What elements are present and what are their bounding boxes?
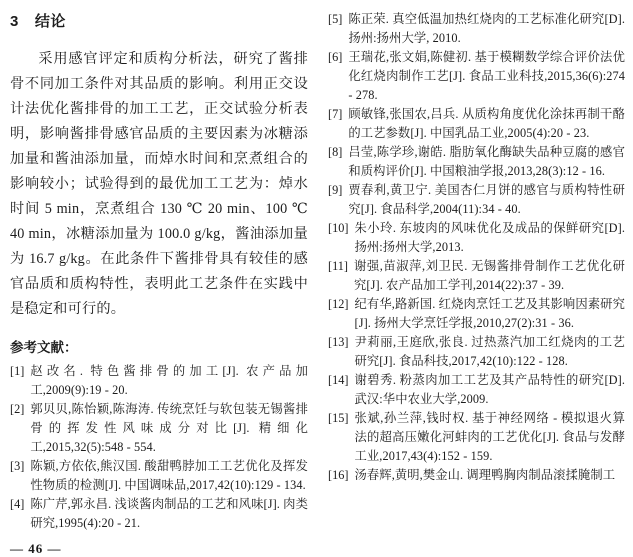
reference-item bbox=[328, 105, 625, 143]
reference-number: [12] bbox=[328, 297, 349, 311]
reference-item bbox=[328, 181, 625, 219]
reference-number: [11] bbox=[328, 259, 349, 273]
reference-text: 尹莉丽,王庭欣,张良. 过热蒸汽加工红烧肉的工艺研究[J]. 食品科技,2017,42(10):122 - 128. bbox=[354, 335, 625, 368]
reference-item bbox=[328, 257, 625, 295]
right-column bbox=[314, 8, 625, 527]
reference-number: [15] bbox=[328, 411, 349, 425]
reference-list-left bbox=[10, 362, 308, 533]
reference-item bbox=[10, 400, 308, 457]
reference-text: 陈广芹,郭永昌. 浅谈酱肉制品的工艺和风味[J]. 肉类研究,1995(4):20 - 21. bbox=[30, 497, 308, 530]
reference-item bbox=[328, 409, 625, 466]
reference-number: [6] bbox=[328, 50, 343, 64]
reference-item bbox=[10, 495, 308, 533]
reference-text: 顾敏锋,张国农,吕兵. 从质构角度优化涂抹再制干酪的工艺参数[J]. 中国乳品工业,2005(4):20 - 23. bbox=[348, 107, 625, 140]
reference-item bbox=[328, 219, 625, 257]
reference-text: 陈正荣. 真空低温加热红烧肉的工艺标准化研究[D]. 扬州:扬州大学, 2010. bbox=[348, 12, 625, 45]
reference-text: 吕莹,陈学珍,谢皓. 脂肪氧化酶缺失品种豆腐的感官和质构评价[J]. 中国粮油学报,2013,28(3):12 - 16. bbox=[348, 145, 625, 178]
reference-item bbox=[328, 48, 625, 105]
reference-item bbox=[328, 466, 625, 485]
section-number: 3 bbox=[10, 13, 19, 30]
section-heading bbox=[10, 10, 308, 31]
reference-text: 谢强,苗淑萍,刘卫民. 无锡酱排骨制作工艺优化研究[J]. 农产品加工学刊,2014(22):37 - 39. bbox=[354, 259, 625, 292]
reference-text: 陈颖,方依依,熊汉国. 酸甜鸭脖加工工艺优化及挥发性物质的检测[J]. 中国调味品,2017,42(10):129 - 134. bbox=[30, 459, 308, 492]
conclusion-paragraph: 采用感官评定和质构分析法，研究了酱排骨不同加工条件对其品质的影响。利用正交设计法优化酱排骨的加工工艺，正交试验分析表明，影响酱排骨感官品质的主要因素为冰糖添加量和酱油添加量，而焯水时间和烹煮组合的影响较小；试验得到的最优加工工艺为：焯水时间 5 min，烹煮组合 130 ℃ 20 min、100 ℃ 40 min，冰糖添加量为 100.0 g/kg，酱油添加量为 16.7 g/kg。在此条件下酱排骨具有较佳的感官品质和质构特性，表明此工艺条件在实践中是稳定和可行的。 bbox=[10, 51, 308, 317]
reference-text: 郭贝贝,陈怡颖,陈海涛. 传统烹饪与软包装无锡酱排骨的挥发性风味成分对比[J]. 精细化工,2015,32(5):548 - 554. bbox=[30, 402, 308, 454]
reference-text: 谢碧秀. 粉蒸肉加工工艺及其产品特性的研究[D]. 武汉:华中农业大学,2009. bbox=[354, 373, 625, 406]
reference-item bbox=[10, 362, 308, 400]
reference-number: [9] bbox=[328, 183, 343, 197]
reference-number: [8] bbox=[328, 145, 343, 159]
reference-number: [10] bbox=[328, 221, 349, 235]
reference-item bbox=[328, 143, 625, 181]
reference-item bbox=[328, 10, 625, 48]
reference-number: [14] bbox=[328, 373, 349, 387]
reference-item bbox=[10, 457, 308, 495]
reference-text: 王瑞花,张文娟,陈健初. 基于模糊数学综合评价法优化红烧肉制作工艺[J]. 食品工业科技,2015,36(6):274 - 278. bbox=[348, 50, 625, 102]
reference-number: [4] bbox=[10, 497, 25, 511]
reference-number: [7] bbox=[328, 107, 343, 121]
reference-number: [1] bbox=[10, 364, 25, 378]
reference-list-right bbox=[328, 10, 625, 485]
section-title: 结论 bbox=[34, 13, 66, 30]
reference-item bbox=[328, 333, 625, 371]
reference-text: 赵改名. 特色酱排骨的加工[J]. 农产品加工,2009(9):19 - 20. bbox=[30, 364, 308, 397]
left-column bbox=[10, 8, 314, 556]
reference-text: 贾春利,黄卫宁. 美国杏仁月饼的感官与质构特性研究[J]. 食品科学,2004(11):34 - 40. bbox=[348, 183, 625, 216]
reference-number: [13] bbox=[328, 335, 349, 349]
reference-text: 汤春辉,黄明,樊金山. 调理鸭胸肉制品滚揉腌制工 bbox=[354, 468, 616, 482]
reference-number: [3] bbox=[10, 459, 25, 473]
reference-text: 张斌,孙兰萍,钱时权. 基于神经网络 - 模拟退火算法的超高压嫩化河蚌肉的工艺优化[J]. 食品与发酵工业,2017,43(4):152 - 159. bbox=[354, 411, 625, 463]
references-heading: 参考文献： bbox=[10, 340, 78, 355]
reference-item bbox=[328, 295, 625, 333]
reference-number: [16] bbox=[328, 468, 349, 482]
reference-text: 纪有华,路新国. 红烧肉烹饪工艺及其影响因素研究[J]. 扬州大学烹饪学报,2010,27(2):31 - 36. bbox=[354, 297, 625, 330]
reference-number: [5] bbox=[328, 12, 343, 26]
reference-text: 朱小玲. 东坡肉的风味优化及成品的保鲜研究[D]. 扬州:扬州大学,2013. bbox=[354, 221, 625, 254]
reference-number: [2] bbox=[10, 402, 25, 416]
reference-item bbox=[328, 371, 625, 409]
page-number: — 46 — bbox=[10, 541, 62, 556]
